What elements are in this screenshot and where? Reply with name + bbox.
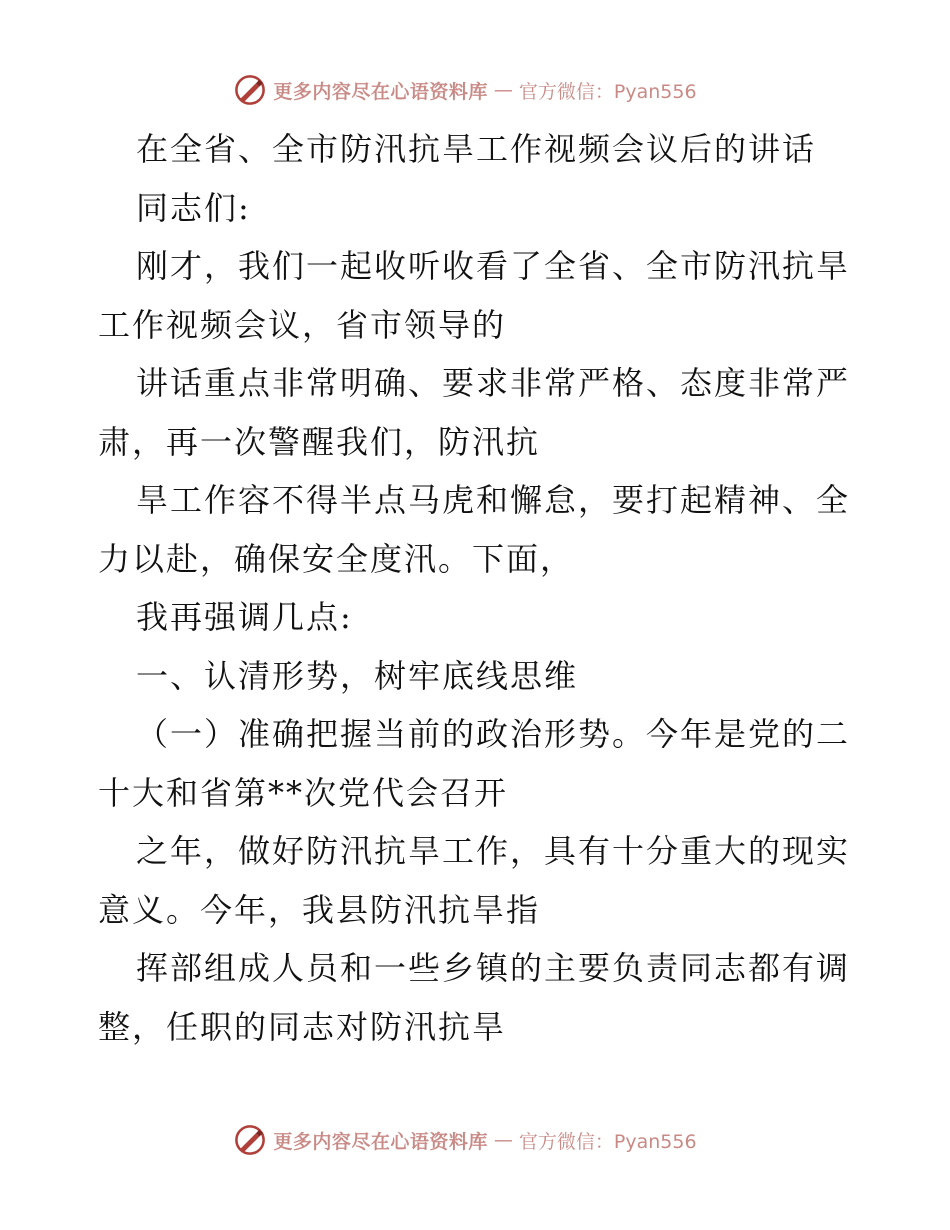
paragraph-line: 之年，做好防汛抗旱工作，具有十分重大的现实: [136, 832, 851, 870]
paragraph-line: 我再强调几点:: [136, 598, 353, 636]
footer-banner-content: [233, 1123, 696, 1157]
header-banner-contact: 官方微信：Pyan556: [518, 80, 697, 103]
salutation: 同志们:: [136, 188, 251, 227]
footer-banner-text: 更多内容尽在心语资料库: [273, 1130, 488, 1153]
paragraph-line: 整，任职的同志对防汛抗旱: [98, 1007, 507, 1046]
footer-banner-separator: —: [493, 1129, 513, 1151]
header-banner-text: 更多内容尽在心语资料库: [273, 80, 488, 103]
paragraph-line: 旱工作容不得半点马虎和懈怠，要打起精神、全: [136, 481, 851, 519]
header-banner-separator: —: [493, 79, 513, 101]
document-title: 在全省、全市防汛抗旱工作视频会议后的讲话: [136, 130, 817, 168]
paragraph-line: 挥部组成人员和一些乡镇的主要负责同志都有调: [136, 949, 851, 987]
paragraph-line: 十大和省第**次党代会召开: [98, 773, 509, 812]
subsection-heading: （一）准确把握当前的政治形势。今年是党的二: [136, 715, 851, 753]
footer-banner-contact: 官方微信：Pyan556: [518, 1130, 697, 1153]
document-body: [98, 120, 858, 1056]
pen-logo-icon: [233, 73, 267, 107]
section-heading: 一、认清形势，树牢底线思维: [136, 656, 579, 695]
header-banner: [0, 70, 950, 110]
paragraph-line: 工作视频会议，省市领导的: [98, 305, 507, 344]
paragraph-line: 刚才，我们一起收听收看了全省、全市防汛抗旱: [136, 247, 851, 285]
paragraph-line: 讲话重点非常明确、要求非常严格、态度非常严: [136, 364, 851, 402]
paragraph-line: 意义。今年，我县防汛抗旱指: [98, 890, 541, 929]
pen-logo-icon: [233, 1123, 267, 1157]
paragraph-line: 肃，再一次警醒我们，防汛抗: [98, 422, 541, 461]
header-banner-content: [233, 73, 696, 107]
footer-banner: [0, 1120, 950, 1160]
paragraph-line: 力以赴，确保安全度汛。下面，: [98, 539, 575, 578]
